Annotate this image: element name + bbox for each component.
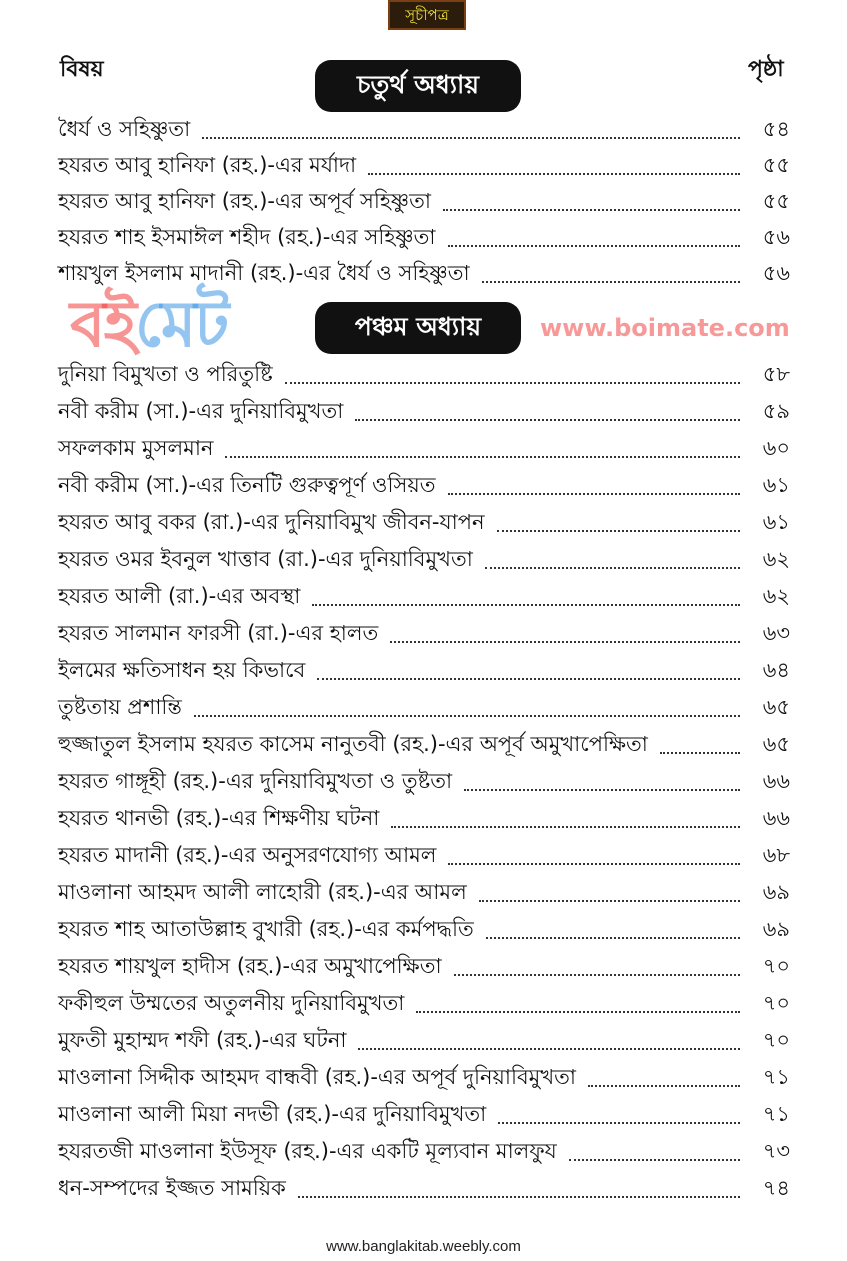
toc-entry-title: হযরত গাঙ্গূহী (রহ.)-এর দুনিয়াবিমুখতা ও তুষ্টতা — [58, 769, 453, 793]
toc-entry-title: হযরত আবু হানিফা (রহ.)-এর অপূর্ব সহিষ্ণুতা — [58, 189, 431, 213]
toc-entry-page: ৫৮ — [762, 362, 790, 386]
toc-entry[interactable] — [58, 985, 790, 1022]
toc-entry-title: হযরত আলী (রা.)-এর অবস্থা — [58, 584, 301, 608]
toc-entry-title: হযরত শাহ ইসমাঈল শহীদ (রহ.)-এর সহিষ্ণুতা — [58, 225, 436, 249]
toc-entry[interactable] — [58, 393, 790, 430]
toc-entry-title: ইলমের ক্ষতিসাধন হয় কিভাবে — [58, 658, 306, 682]
toc-entry-page: ৬৫ — [762, 732, 790, 756]
toc-entry-page: ৫৬ — [762, 261, 790, 285]
dotted-leader — [448, 245, 740, 247]
dotted-leader — [482, 281, 740, 283]
page-title-badge: সূচীপত্র — [388, 0, 466, 30]
dotted-leader — [497, 530, 741, 532]
dotted-leader — [317, 678, 740, 680]
toc-entry[interactable] — [58, 256, 790, 292]
toc-entry-title: সফলকাম মুসলমান — [58, 436, 214, 460]
toc-entry-title: হযরত শাহ আতাউল্লাহ বুখারী (রহ.)-এর কর্মপদ্ধতি — [58, 917, 474, 941]
toc-entry-page: ৬১ — [762, 510, 790, 534]
toc-entry-title: হযরত সালমান ফারসী (রা.)-এর হালত — [58, 621, 379, 645]
toc-entry-page: ৫৪ — [762, 117, 790, 141]
toc-entry-page: ৫৯ — [762, 399, 790, 423]
toc-entry[interactable] — [58, 467, 790, 504]
chapter-5-entries — [58, 356, 790, 1207]
toc-entry-title: হযরত আবু বকর (রা.)-এর দুনিয়াবিমুখ জীবন-যাপন — [58, 510, 485, 534]
toc-entry-page: ৬৬ — [762, 769, 790, 793]
toc-entry-title: নবী করীম (সা.)-এর দুনিয়াবিমুখতা — [58, 399, 344, 423]
toc-entry-title: হযরতজী মাওলানা ইউসূফ (রহ.)-এর একটি মূল্যবান মালফুয — [58, 1139, 557, 1163]
toc-entry-page: ৫৫ — [762, 153, 790, 177]
toc-entry-page: ৭১ — [762, 1065, 790, 1089]
toc-entry-title: হযরত আবু হানিফা (রহ.)-এর মর্যাদা — [58, 153, 357, 177]
toc-entry-page: ৭০ — [762, 991, 790, 1015]
toc-entry[interactable] — [58, 689, 790, 726]
toc-entry[interactable] — [58, 837, 790, 874]
toc-entry-title: মাওলানা আলী মিয়া নদভী (রহ.)-এর দুনিয়াবিমুখতা — [58, 1102, 487, 1126]
toc-entry-title: মাওলানা সিদ্দীক আহমদ বান্ধবী (রহ.)-এর অপূর্ব দুনিয়াবিমুখতা — [58, 1065, 576, 1089]
toc-entry-title: তুষ্টতায় প্রশান্তি — [58, 695, 182, 719]
subject-column-label: বিষয় — [60, 57, 104, 82]
dotted-leader — [443, 209, 740, 211]
toc-entry-page: ৬১ — [762, 473, 790, 497]
toc-entry-title: মুফতী মুহাম্মদ শফী (রহ.)-এর ঘটনা — [58, 1028, 347, 1052]
toc-entry[interactable] — [58, 874, 790, 911]
toc-entry-page: ৭৪ — [762, 1176, 790, 1200]
dotted-leader — [448, 863, 740, 865]
toc-entry-page: ৫৫ — [762, 189, 790, 213]
toc-entry[interactable] — [58, 911, 790, 948]
toc-entry[interactable] — [58, 948, 790, 985]
toc-entry-page: ৫৬ — [762, 225, 790, 249]
toc-entry-page: ৬৬ — [762, 806, 790, 830]
toc-entry-page: ৬২ — [762, 584, 790, 608]
dotted-leader — [588, 1085, 740, 1087]
dotted-leader — [355, 419, 740, 421]
dotted-leader — [485, 567, 740, 569]
toc-entry-page: ৬০ — [762, 436, 790, 460]
toc-entry-title: ফকীহুল উম্মতের অতুলনীয় দুনিয়াবিমুখতা — [58, 991, 405, 1015]
toc-entry[interactable] — [58, 615, 790, 652]
dotted-leader — [416, 1011, 740, 1013]
toc-entry[interactable] — [58, 1170, 790, 1207]
page-column-label: পৃষ্ঠা — [748, 57, 784, 82]
toc-entry-page: ৭১ — [762, 1102, 790, 1126]
toc-entry-page: ৬৫ — [762, 695, 790, 719]
watermark-url: www.boimate.com — [540, 314, 790, 342]
dotted-leader — [285, 382, 740, 384]
toc-entry[interactable] — [58, 1096, 790, 1133]
toc-entry-title: হযরত ওমর ইবনুল খাত্তাব (রা.)-এর দুনিয়াবিমুখতা — [58, 547, 473, 571]
dotted-leader — [498, 1122, 740, 1124]
dotted-leader — [202, 137, 740, 139]
toc-entry[interactable] — [58, 800, 790, 837]
dotted-leader — [312, 604, 740, 606]
toc-entry[interactable] — [58, 504, 790, 541]
toc-entry[interactable] — [58, 726, 790, 763]
toc-entry-title: দুনিয়া বিমুখতা ও পরিতুষ্টি — [58, 362, 273, 386]
dotted-leader — [298, 1196, 740, 1198]
toc-entry-page: ৭০ — [762, 954, 790, 978]
toc-entry-page: ৭৩ — [762, 1139, 790, 1163]
dotted-leader — [569, 1159, 740, 1161]
toc-entry-page: ৬৯ — [762, 880, 790, 904]
toc-entry[interactable] — [58, 356, 790, 393]
toc-entry-page: ৬৪ — [762, 658, 790, 682]
toc-entry-title: হুজ্জাতুল ইসলাম হযরত কাসেম নানুতবী (রহ.)-এর অপূর্ব অমুখাপেক্ষিতা — [58, 732, 648, 756]
watermark-logo-part1: বই — [70, 288, 135, 362]
toc-entry[interactable] — [58, 652, 790, 689]
toc-entry-title: হযরত শায়খুল হাদীস (রহ.)-এর অমুখাপেক্ষিতা — [58, 954, 442, 978]
dotted-leader — [464, 789, 740, 791]
dotted-leader — [486, 937, 740, 939]
toc-entry-title: শায়খুল ইসলাম মাদানী (রহ.)-এর ধৈর্য ও সহিষ্ণুতা — [58, 261, 470, 285]
toc-entry[interactable] — [58, 184, 790, 220]
dotted-leader — [479, 900, 740, 902]
toc-entry[interactable] — [58, 1059, 790, 1096]
toc-entry-page: ৬৯ — [762, 917, 790, 941]
toc-entry-page: ৬৮ — [762, 843, 790, 867]
dotted-leader — [454, 974, 740, 976]
dotted-leader — [391, 826, 740, 828]
watermark-logo-part2: মেট — [134, 288, 228, 362]
dotted-leader — [225, 456, 740, 458]
toc-entry-title: ধন-সম্পদের ইজ্জত সাময়িক — [58, 1176, 286, 1200]
toc-entry-page: ৭০ — [762, 1028, 790, 1052]
dotted-leader — [660, 752, 740, 754]
toc-entry-title: নবী করীম (সা.)-এর তিনটি গুরুত্বপূর্ণ ওসিয়ত — [58, 473, 436, 497]
toc-entry[interactable] — [58, 541, 790, 578]
chapter-heading-5: পঞ্চম অধ্যায় — [315, 302, 521, 354]
toc-entry-page: ৬২ — [762, 547, 790, 571]
toc-entry-title: হযরত মাদানী (রহ.)-এর অনুসরণযোগ্য আমল — [58, 843, 437, 867]
dotted-leader — [368, 173, 740, 175]
toc-entry[interactable] — [58, 1133, 790, 1170]
chapter-heading-4: চতুর্থ অধ্যায় — [315, 60, 521, 112]
toc-entry[interactable] — [58, 220, 790, 256]
dotted-leader — [358, 1048, 740, 1050]
dotted-leader — [194, 715, 740, 717]
toc-entry[interactable] — [58, 763, 790, 800]
toc-entry[interactable] — [58, 578, 790, 615]
toc-entry[interactable] — [58, 112, 790, 148]
dotted-leader — [390, 641, 740, 643]
toc-entry-title: ধৈর্য ও সহিষ্ণুতা — [58, 117, 191, 141]
toc-entry[interactable] — [58, 148, 790, 184]
toc-entry-title: হযরত থানভী (রহ.)-এর শিক্ষণীয় ঘটনা — [58, 806, 380, 830]
toc-entry-title: মাওলানা আহমদ আলী লাহোরী (রহ.)-এর আমল — [58, 880, 467, 904]
toc-entry-page: ৬৩ — [762, 621, 790, 645]
footer-url: www.banglakitab.weebly.com — [326, 1238, 521, 1255]
chapter-4-entries — [58, 112, 790, 292]
toc-entry[interactable] — [58, 430, 790, 467]
toc-entry[interactable] — [58, 1022, 790, 1059]
watermark-logo — [70, 288, 228, 362]
dotted-leader — [448, 493, 741, 495]
